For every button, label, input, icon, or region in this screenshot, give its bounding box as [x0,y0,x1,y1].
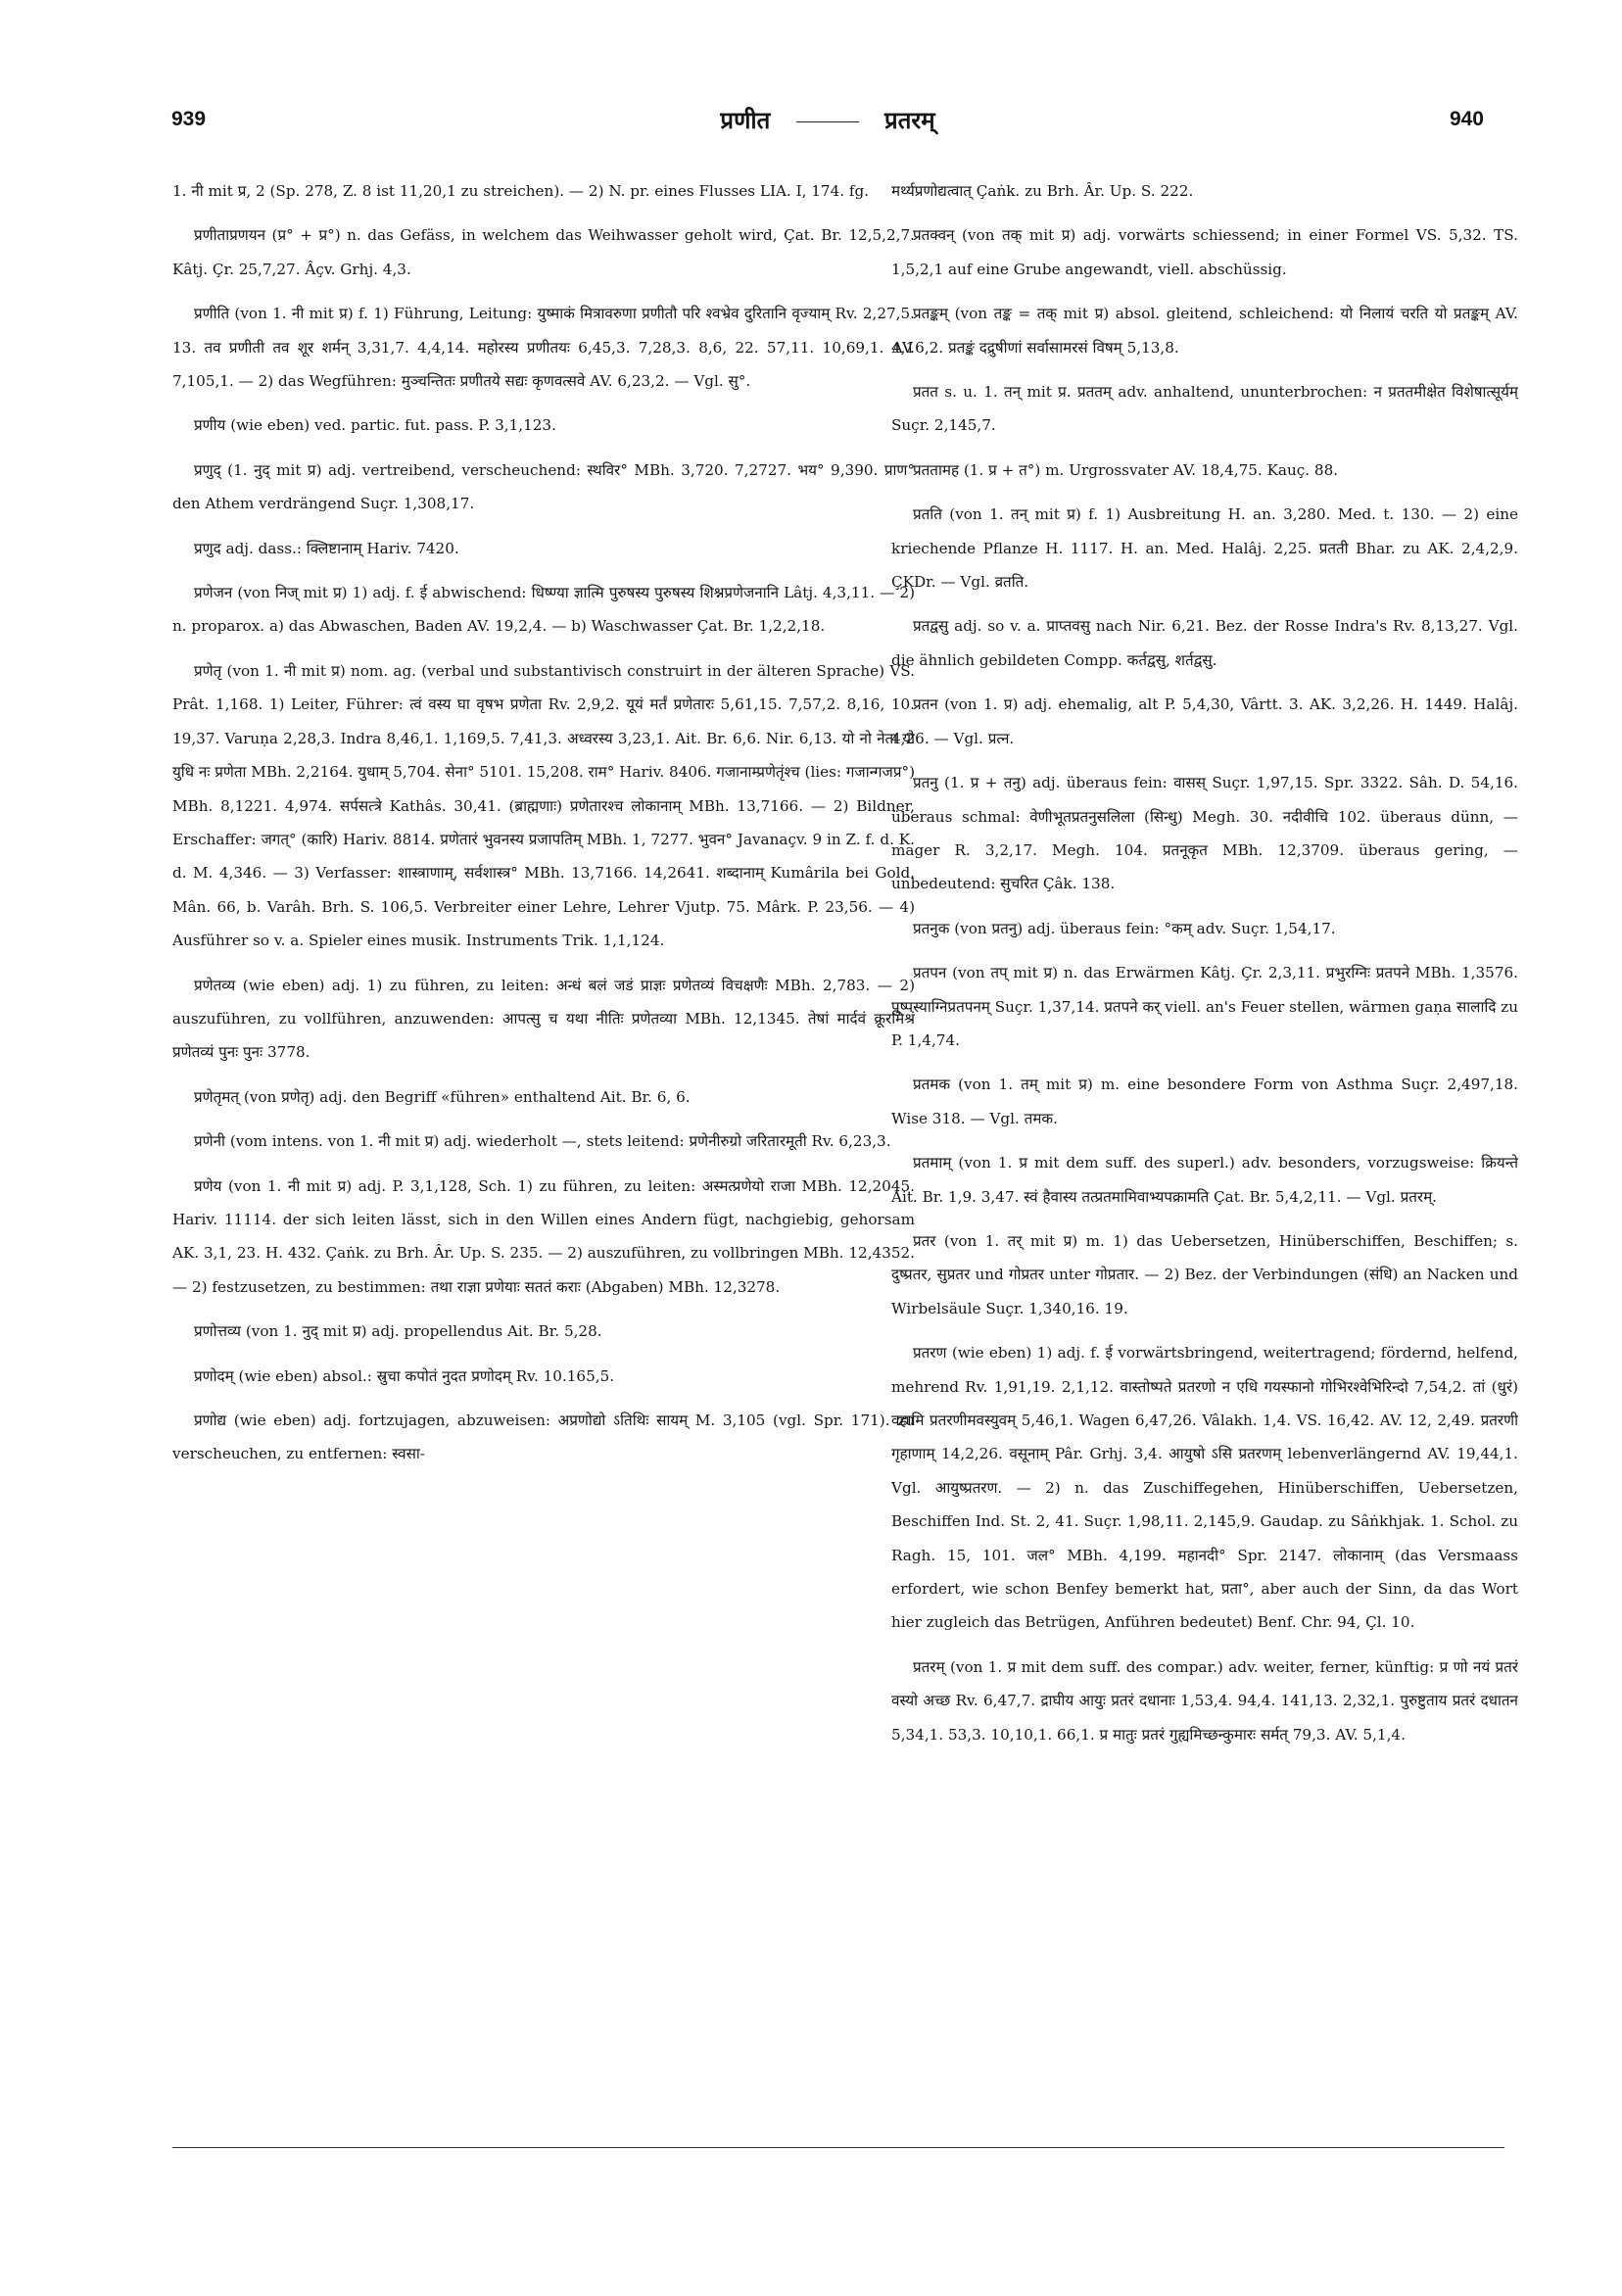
dictionary-entry: प्रणेतृमत् (von प्रणेतृ) adj. den Begriff «führen» enthaltend Ait. Br. 6, 6. [194,1087,691,1106]
dictionary-entry: प्रतरण (wie eben) 1) adj. f. ई vorwärtsbringend, weitertragend; fördernd, helfend, mehrend Rv. 1,91,19. 2,1,12. वास्तोष्पते प्रतरणो न एधि गयस्फानो गोभिरश्वेभिरिन्दो 7,54,2. तां (धुरं) वहामि प्रतरणीमवस्युवम् 5,46,1. Wagen 6,47,26. Vâlakh. 1,4. VS. 16,42. AV. 12, 2,49. प्रतरणी गृहाणाम् 14,2,26. वसूनाम् Pâr. Grhj. 3,4. आयुषो ऽसि प्रतरणम् lebenverlängernd AV. 19,44,1. Vgl. आयुष्प्रतरण. — 2) n. das Zuschiffegehen, Hinüberschiffen, Uebersetzen, Beschiffen Ind. St. 2, 41. Suçr. 1,98,11. 2,145,9. Gaudap. zu Sâṅkhjak. 1. Schol. zu Ragh. 15, 101. जल° MBh. 4,199. महानदी° Spr. 2147. लोकानाम् (das Versmaass erfordert, wie schon Benfey bemerkt hat, प्रता°, aber auch der Sinn, da das Wort hier zugleich das Betrügen, Anführen bedeutet) Benf. Chr. 94, Çl. 10. [891,1344,1518,1632]
page-number-left: 939 [171,108,207,130]
right-column [891,174,1518,2016]
dictionary-entry: प्रतमक (von 1. तम् mit प्र) m. eine besondere Form von Asthma Suçr. 2,497,18. Wise 318. — Vgl. तमक. [891,1076,1518,1127]
dictionary-entry: प्रणुद् (1. नुद् mit प्र) adj. vertreibend, verscheuchend: स्थविर° MBh. 3,720. 7,2727. भय° 9,390. प्राण° den Athem verdrängend Suçr. 1,308,17. [172,460,915,513]
dictionary-entry: प्रणोत्तव्य (von 1. नुद् mit प्र) adj. propellendus Ait. Br. 5,28. [194,1322,602,1341]
dictionary-entry: प्रतर (von 1. तर् mit प्र) m. 1) das Uebersetzen, Hinüberschiffen, Beschiffen; s. दुष्प्रतर, सुप्रतर und गोप्रतर unter गोप्रतार. — 2) Bez. der Verbindungen (संधि) an Nacken und Wirbelsäule Suçr. 1,340,16. 19. [891,1231,1518,1317]
left-column [172,174,915,2016]
running-head-first-word: प्रणीत [720,107,771,134]
dictionary-entry: प्रतरम् (von 1. प्र mit dem suff. des compar.) adv. weiter, ferner, künftig: प्र णो नयं प्रतरं वस्यो अच्छ Rv. 6,47,7. द्राघीय आयुः प्रतरं दधानाः 1,53,4. 94,4. 141,13. 2,32,1. पुरुष्टुताय प्रतरं दधातन 5,34,1. 53,3. 10,10,1. 66,1. प्र मातुः प्रतरं गुह्यमिच्छन्कुमारः सर्मत् 79,3. AV. 5,1,4. [891,1657,1518,1744]
dictionary-entry: प्रणेजन (von निज् mit प्र) 1) adj. f. ई abwischend: धिष्ण्या ज्ञात्मि पुरुषस्य पुरुषस्य शिश्नप्रणेजनानि Lâtj. 4,3,11. — 2) n. proparox. a) das Abwaschen, Baden AV. 19,2,4. — b) Waschwasser Çat. Br. 1,2,2,18. [172,584,915,636]
dictionary-entry: प्रणोद्य (wie eben) adj. fortzujagen, abzuweisen: अप्रणोद्यो ऽतिथिः सायम् M. 3,105 (vgl. Spr. 171). zu verscheuchen, zu entfernen: स्वसा- [172,1411,915,1463]
dictionary-entry: प्रतमाम् (von 1. प्र mit dem suff. des superl.) adv. besonders, vorzugsweise: क्रियन्ते Ait. Br. 1,9. 3,47. स्वं हैवास्य तत्प्रतमामिवाभ्यपक्रामति Çat. Br. 5,4,2,11. — Vgl. प्रतरम्. [891,1154,1518,1206]
dictionary-entry: प्रतत s. u. 1. तन् mit प्र. प्रततम् adv. anhaltend, ununterbrochen: न प्रततमीक्षेत विशेषात्सूर्यम् Suçr. 2,145,7. [891,383,1518,435]
dictionary-entry: प्रततामह (1. प्र + त°) m. Urgrossvater AV. 18,4,75. Kauç. 88. [913,460,1339,479]
dictionary-entry: प्रतति (von 1. तन् mit प्र) f. 1) Ausbreitung H. an. 3,280. Med. t. 130. — 2) eine kriechende Pflanze H. 1117. H. an. Med. Halâj. 2,25. प्रतती Bhar. zu AK. 2,4,2,9. ÇKDr. — Vgl. व्रतति. [891,505,1518,592]
running-head-last-word: प्रतरम् [884,107,935,134]
dictionary-entry: प्रणेनी (vom intens. von 1. नी mit प्र) adj. wiederholt —, stets leitend: प्रणेनीरुग्रो जरितारमूती Rv. 6,23,3. [194,1132,891,1151]
dictionary-entry: प्रतनु (1. प्र + तनु) adj. überaus fein: वासस् Suçr. 1,97,15. Spr. 3322. Sâh. D. 54,16. überaus schmal: वेणीभूतप्रतनुसलिला (सिन्धु) Megh. 30. नदीवीचि 102. überaus dünn, — mager R. 3,2,17. Megh. 104. प्रतनूकृत MBh. 12,3709. überaus gering, — unbedeutend: सुचरित Çâk. 138. [891,774,1518,893]
dictionary-entry: प्रणीताप्रणयन (प्र° + प्र°) n. das Gefäss, in welchem das Weihwasser geholt wird, Çat. Br. 12,5,2,7. Kâtj. Çr. 25,7,27. Âçv. Grhj. 4,3. [172,226,915,278]
footer-rule [172,2147,1504,2148]
dictionary-entry: प्रणीय (wie eben) ved. partic. fut. pass. P. 3,1,123. [194,416,556,435]
dictionary-entry: प्रणेतव्य (wie eben) adj. 1) zu führen, zu leiten: अन्धं बलं जडं प्राज्ञः प्रणेतव्यं विचक्षणैः MBh. 2,783. — 2) auszuführen, zu vollführen, anzuwenden: आपत्सु च यथा नीतिः प्रणेतव्या MBh. 12,1345. तेषां मार्दवं क्रूरमिश्रं प्रणेतव्यं पुनः पुनः 3778. [172,976,915,1062]
dictionary-entry: मर्थ्यप्रणोद्यत्वात् Çaṅk. zu Brh. Âr. Up. S. 222. [891,182,1194,200]
dictionary-entry: प्रतन (von 1. प्र) adj. ehemalig, alt P. 5,4,30, Vârtt. 3. AK. 3,2,26. H. 1449. Halâj. 4,26. — Vgl. प्रत्न. [891,695,1518,747]
page-number-right: 940 [1449,108,1484,130]
dictionary-entry: प्रणोदम् (wie eben) absol.: स्रुचा कपोतं नुदत प्रणोदम् Rv. 10.165,5. [194,1366,615,1385]
dictionary-entry: प्रणीति (von 1. नी mit प्र) f. 1) Führung, Leitung: युष्माकं मित्रावरुणा प्रणीतौ परि श्वभ्रेव दुरितानि वृज्याम् Rv. 2,27,5. 13. तव प्रणीती तव शूर शर्मन् 3,31,7. 4,4,14. महोरस्य प्रणीतयः 6,45,3. 7,28,3. 8,6, 22. 57,11. 10,69,1. AV. 7,105,1. — 2) das Wegführen: मुञ्चन्तितः प्रणीतये सद्यः कृणवत्सवे AV. 6,23,2. — Vgl. सु°. [172,305,915,391]
page-header [171,108,1484,147]
dictionary-entry: प्रतद्वसु adj. so v. a. प्राप्तवसु nach Nir. 6,21. Bez. der Rosse Indra's Rv. 8,13,27. Vgl. die ähnlich gebildeten Compp. कर्तद्वसु, शर्तद्वसु. [891,617,1518,669]
dictionary-entry: प्रणेय (von 1. नी mit प्र) adj. P. 3,1,128, Sch. 1) zu führen, zu leiten: अस्मत्प्रणेयो राजा MBh. 12,2045. Hariv. 11114. der sich leiten lässt, sich in den Willen eines Andern fügt, nachgiebig, gehorsam AK. 3,1, 23. H. 432. Çaṅk. zu Brh. Âr. Up. S. 235. — 2) auszuführen, zu vollbringen MBh. 12,4352. — 2) festzusetzen, zu bestimmen: तथा राज्ञा प्रणेयाः सततं कराः (Abgaben) MBh. 12,3278. [172,1176,915,1296]
dictionary-entry: प्रतपन (von तप् mit प्र) n. das Erwärmen Kâtj. Çr. 2,3,11. प्रभुरग्निः प्रतपने MBh. 1,3576. पुष्पस्याग्निप्रतपनम् Suçr. 1,37,14. प्रतपने कर् viell. an's Feuer stellen, wärmen gaṇa सालादि zu P. 1,4,74. [891,964,1518,1049]
dictionary-entry: प्रतङ्कम् (von तङ्क = तक् mit प्र) absol. gleitend, schleichend: यो निलायं चरति यो प्रतङ्कम् AV. 4,16,2. प्रतङ्कं दद्रुषीणां सर्वासामरसं विषम् 5,13,8. [891,305,1518,357]
dictionary-entry: 1. नी mit प्र, 2 (Sp. 278, Z. 8 ist 11,20,1 zu streichen). — 2) N. pr. eines Flusses LIA. I, 174. fg. [172,182,870,200]
dictionary-entry: प्रतनुक (von प्रतनु) adj. überaus fein: °कम् adv. Suçr. 1,54,17. [913,919,1336,937]
running-head-dash [796,121,859,122]
dictionary-entry: प्रणुद adj. dass.: क्लिष्टानाम् Hariv. 7420. [194,539,459,557]
dictionary-entry: प्रणेतृ (von 1. नी mit प्र) nom. ag. (verbal und substantivisch construirt in der älteren Sprache) VS. Prât. 1,168. 1) Leiter, Führer: त्वं वस्य घा वृषभ प्रणेता Rv. 2,9,2. यूयं मर्तं प्रणेतारः 5,61,15. 7,57,2. 8,16, 10. 19,37. Varuṇa 2,28,3. Indra 8,46,1. 1,169,5. 7,41,3. अध्वरस्य 3,23,1. Ait. Br. 6,6. Nir. 6,13. यो नो नेता यो युधि नः प्रणेता MBh. 2,2164. युधाम् 5,704. सेना° 5101. 15,208. राम° Hariv. 8406. गजानाम्प्रणेतृंश्च (lies: गजान्गजप्र°) MBh. 8,1221. 4,974. सर्पसत्त्रे Kathâs. 30,41. (ब्राह्मणाः) प्रणेतारश्च लोकानाम् MBh. 13,7166. — 2) Bildner, Erschaffer: जगत्° (कारि) Hariv. 8814. प्रणेतारं भुवनस्य प्रजापतिम् MBh. 1, 7277. भुवन° Javanaçv. 9 in Z. f. d. K. d. M. 4,346. — 3) Verfasser: शास्त्राणाम्, सर्वशास्त्र° MBh. 13,7166. 14,2641. शब्दानाम् Kumârila bei Gold. Mân. 66, b. Varâh. Brh. S. 106,5. Verbreiter einer Lehre, Lehrer Vjutp. 75. Mârk. P. 23,56. — 4) Ausführer so v. a. Spieler eines musik. Instruments Trik. 1,1,124. [172,661,915,950]
running-head [171,104,1484,136]
dictionary-entry: प्रतक्वन् (von तक् mit प्र) adj. vorwärts schiessend; in einer Formel VS. 5,32. TS. 1,5,2,1 auf eine Grube angewandt, viell. abschüssig. [891,226,1518,278]
